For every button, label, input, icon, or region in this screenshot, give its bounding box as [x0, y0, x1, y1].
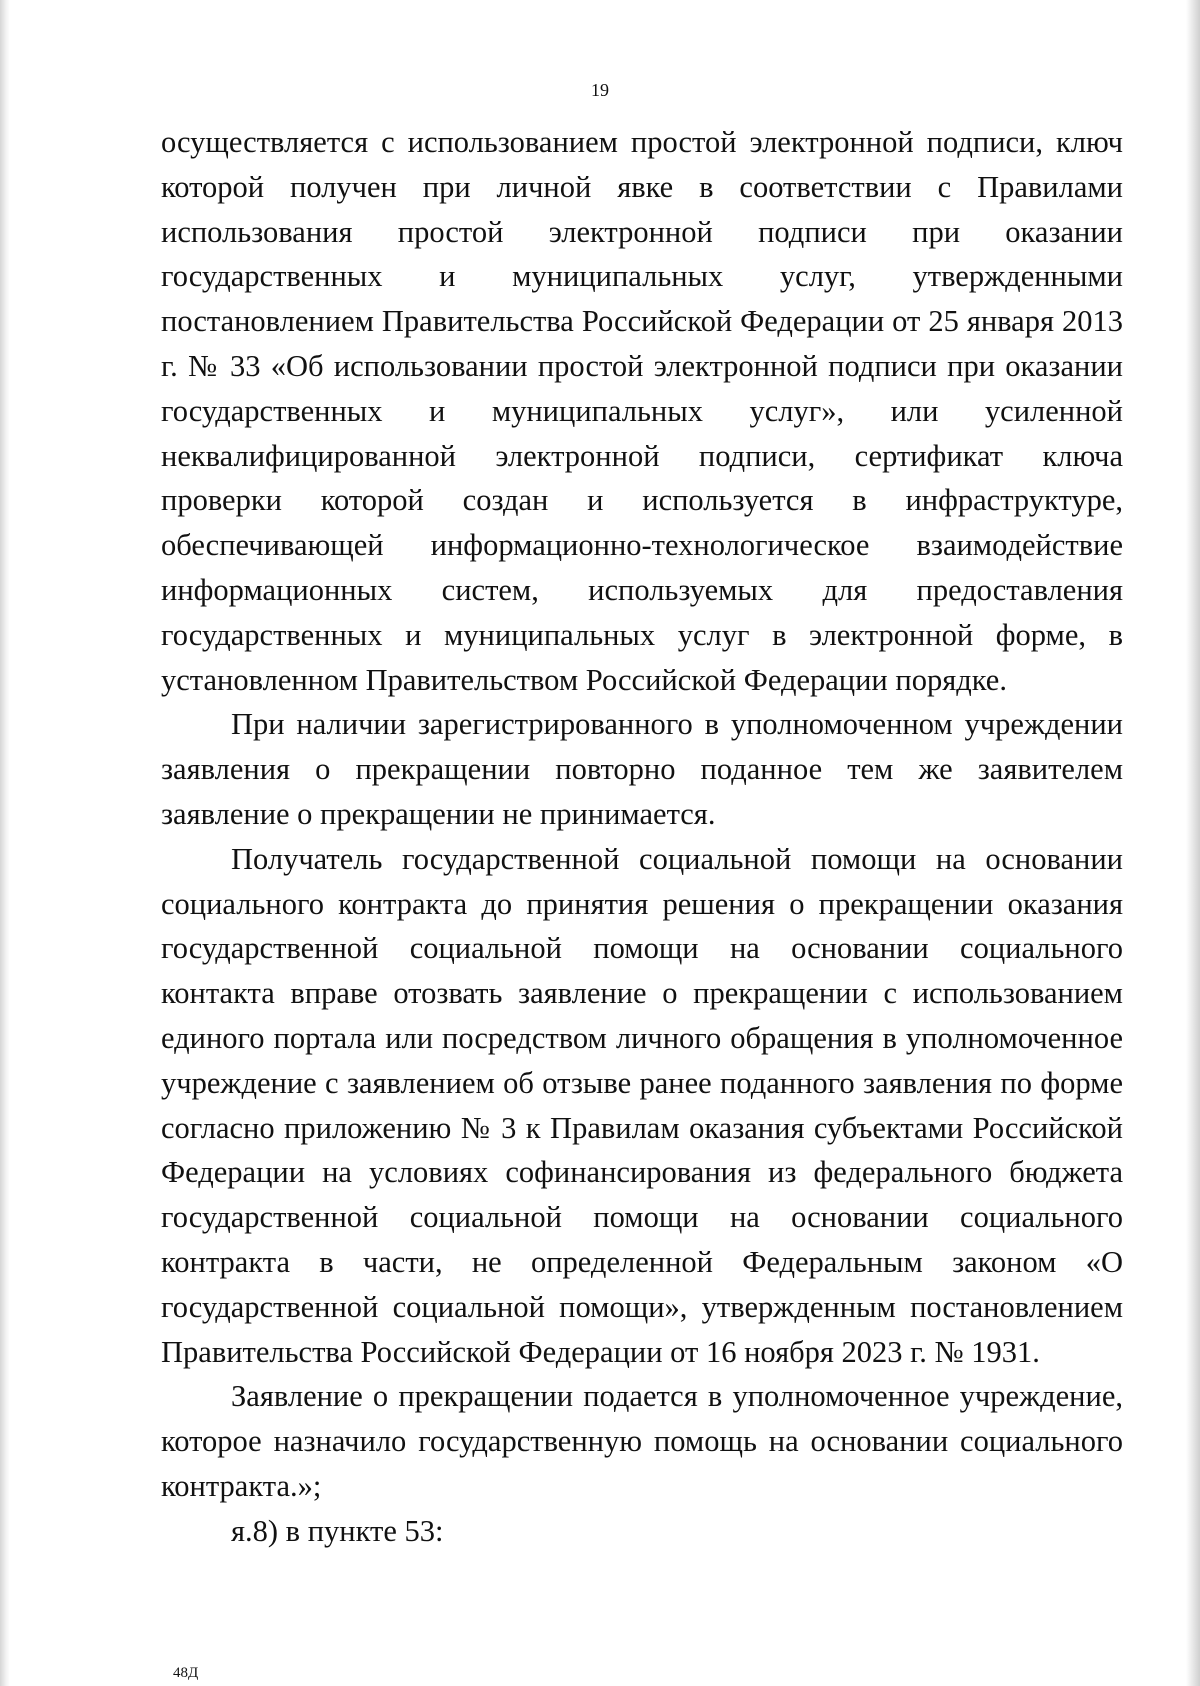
- page-number: 19: [591, 80, 609, 100]
- paragraph-repeat-application: При наличии зарегистрированного в уполномоченном учреждении заявления о прекращении повторно поданное тем же заявителем заявление о прекращении не принимается.: [161, 707, 1123, 831]
- scan-edge-left: [0, 0, 10, 1686]
- paragraph-signature-methods: осуществляется с использованием простой электронной подписи, ключ которой получен при личной явке в соответствии с Правилами использования простой электронной подписи при оказании государственных и муниципальных услуг, утвержденными постановлением Правительства Российской Федерации от 25 января 2013 г. № 33 «Об использовании простой электронной подписи при оказании государственных и муниципальных услуг», или усиленной неквалифицированной электронной подписи, сертификат ключа проверки которой создан и используется в инфраструктуре, обеспечивающей информационно-технологическое взаимодействие информационных систем, используемых для предоставления государственных и муниципальных услуг в электронной форме, в установленном Правительством Российской Федерации порядке.: [161, 125, 1123, 697]
- paragraph-withdraw-application: Получатель государственной социальной помощи на основании социального контракта до принятия решения о прекращении оказания государственной социальной помощи на основании социального контакта вправе отозвать заявление о прекращении с использованием единого портала или посредством личного обращения в уполномоченное учреждение с заявлением об отзыве ранее поданного заявления по форме согласно приложению № 3 к Правилам оказания субъектами Российской Федерации на условиях софинансирования из федерального бюджета государственной социальной помощи на основании социального контракта в части, не определенной Федеральным законом «О государственной социальной помощи», утвержденным постановлением Правительства Российской Федерации от 16 ноября 2023 г. № 1931.: [161, 841, 1123, 1369]
- document-code: 48Д: [173, 1665, 199, 1681]
- paragraph-point-53: я.8) в пункте 53:: [231, 1513, 444, 1548]
- document-body: [161, 120, 1123, 1554]
- paragraph-submission-office: Заявление о прекращении подается в уполномоченное учреждение, которое назначило государственную помощь на основании социального контракта.»;: [161, 1379, 1123, 1503]
- scan-edge-right: [1186, 0, 1200, 1686]
